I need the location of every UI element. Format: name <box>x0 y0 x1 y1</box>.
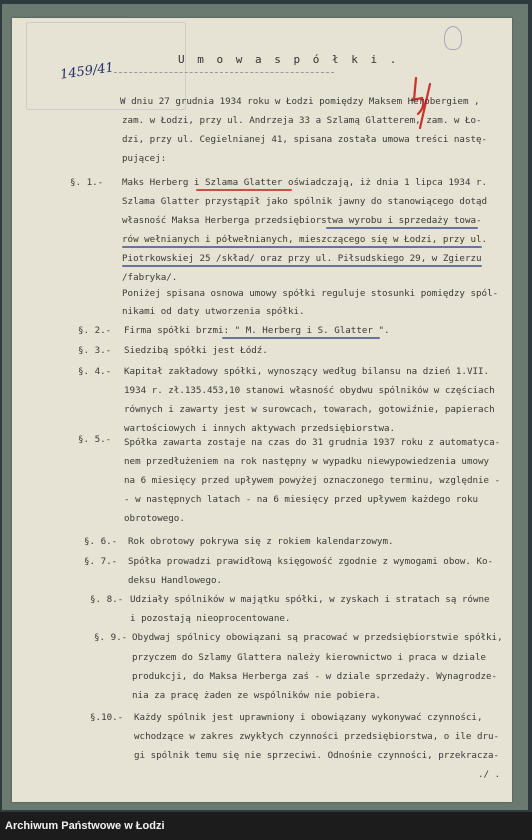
section-number: §. 4.- <box>78 366 112 377</box>
text-line: Kapitał zakładowy spółki, wynoszący według bilansu na dzień 1.VII. <box>124 366 490 377</box>
text-line: ./ . <box>478 769 501 780</box>
text-line: nikami od daty utworzenia spółki. <box>122 306 305 317</box>
section-number: §. 1.- <box>70 177 104 188</box>
text-line: własność Maksa Herberga przedsiębiorstwa wyrobu i sprzedaży towa- <box>122 215 482 226</box>
section-number: §. 2.- <box>78 325 112 336</box>
section-number: §. 9.- <box>94 632 128 643</box>
section-number: §. 6.- <box>84 536 118 547</box>
text-line: Spółka prowadzi prawidłową księgowość zgodnie z wymogami obow. Ko- <box>128 556 494 567</box>
archive-name: Archiwum Państwowe w Łodzi <box>5 820 165 832</box>
document-title: U m o w a s p ó ł k i . <box>178 53 400 66</box>
text-line: na 6 miesięcy przed upływem powyżej oznaczonego terminu, względnie - <box>124 475 501 486</box>
text-line: Szlama Glatter przystąpił jako spólnik jawny do stanowiącego dotąd <box>122 196 488 207</box>
text-line: nia za pracę żaden ze wspólników nie pobiera. <box>132 690 381 701</box>
text-line: obrotowego. <box>124 513 185 524</box>
text-line: Każdy spólnik jest uprawniony i obowiązany wykonywać czynności, <box>134 712 483 723</box>
archive-footer-bar <box>0 812 532 840</box>
blue-underline <box>122 265 482 267</box>
text-line: W dniu 27 grudnia 1934 roku w Łodzi pomiędzy Maksem Herobergiem , <box>120 96 480 107</box>
text-line: pującej: <box>122 153 167 164</box>
text-line: - w następnych latach - na 6 miesięcy przed upływem każdego roku <box>124 494 479 505</box>
text-line: dzi, przy ul. Cegielnianej 41, spisana została umowa treści nastę- <box>122 134 488 145</box>
text-line: wartościowych i innych aktywach przedsiębiorstwa. <box>124 423 396 434</box>
text-line: Maks Herberg i Szlama Glatter oświadczają, iż dnia 1 lipca 1934 r. <box>122 177 488 188</box>
text-line: Obydwaj spólnicy obowiązani są pracować w przedsiębiorstwie spółki, <box>132 632 503 643</box>
handwritten-reference-number: 1459/41 <box>59 60 115 83</box>
text-line: Udziały spólników w majątku spółki, w zyskach i stratach są równe <box>130 594 490 605</box>
text-line: zam. w Łodzi, przy ul. Andrzeja 33 a Szlamą Glatterem, zam. w Ło- <box>122 115 482 126</box>
text-line: gi spólnik temu się nie sprzeciwi. Odnośnie czynności, przekracza- <box>134 750 500 761</box>
text-line: Siedzibą spółki jest Łódź. <box>124 345 268 356</box>
corner-seal-mark <box>444 26 462 50</box>
text-line: Poniżej spisana osnowa umowy spółki reguluje stosunki pomiędzy spól- <box>122 288 499 299</box>
blue-underline <box>122 246 482 248</box>
text-line: 1934 r. zł.135.453,10 stanowi własność obydwu spólników w częściach <box>124 385 495 396</box>
text-line: i pozostają nieoprocentowane. <box>130 613 291 624</box>
section-number: §.10.- <box>90 712 124 723</box>
section-number: §. 5.- <box>78 434 112 445</box>
text-line: /fabryka/. <box>122 272 178 283</box>
text-line: Firma spółki brzmi: " M. Herberg i S. Glatter ". <box>124 325 390 336</box>
text-line: równych i zawarty jest w surowcach, towarach, gotowiźnie, papierach <box>124 404 495 415</box>
text-line: nem przedłużeniem na rok następny w wypadku niewypowiedzenia umowy <box>124 456 490 467</box>
blue-underline <box>326 227 478 229</box>
section-number: §. 3.- <box>78 345 112 356</box>
blue-underline <box>222 337 380 339</box>
text-line: przyczem do Szlamy Glattera należy kierownictwo i praca w dziale <box>132 652 487 663</box>
text-line: produkcji, do Maksa Herberga zaś - w dziale sprzedaży. Wynagrodze- <box>132 671 498 682</box>
text-line: Piotrkowskiej 25 /skład/ oraz przy ul. Piłsudskiego 29, w Zgierzu <box>122 253 482 264</box>
section-number: §. 8.- <box>90 594 124 605</box>
red-underline <box>196 189 292 191</box>
text-line: deksu Handlowego. <box>128 575 223 586</box>
text-line: Spółka zawarta zostaje na czas do 31 grudnia 1937 roku z automatyca- <box>124 437 501 448</box>
section-number: §. 7.- <box>84 556 118 567</box>
text-line: wchodzące w zakres zwykłych czynności przedsiębiorstwa, o ile dru- <box>134 731 500 742</box>
text-line: Rok obrotowy pokrywa się z rokiem kalendarzowym. <box>128 536 394 547</box>
text-line: rów wełnianych i półwełnianych, mieszczącego się w Łodzi, przy ul. <box>122 234 488 245</box>
title-dash-line <box>114 72 334 74</box>
